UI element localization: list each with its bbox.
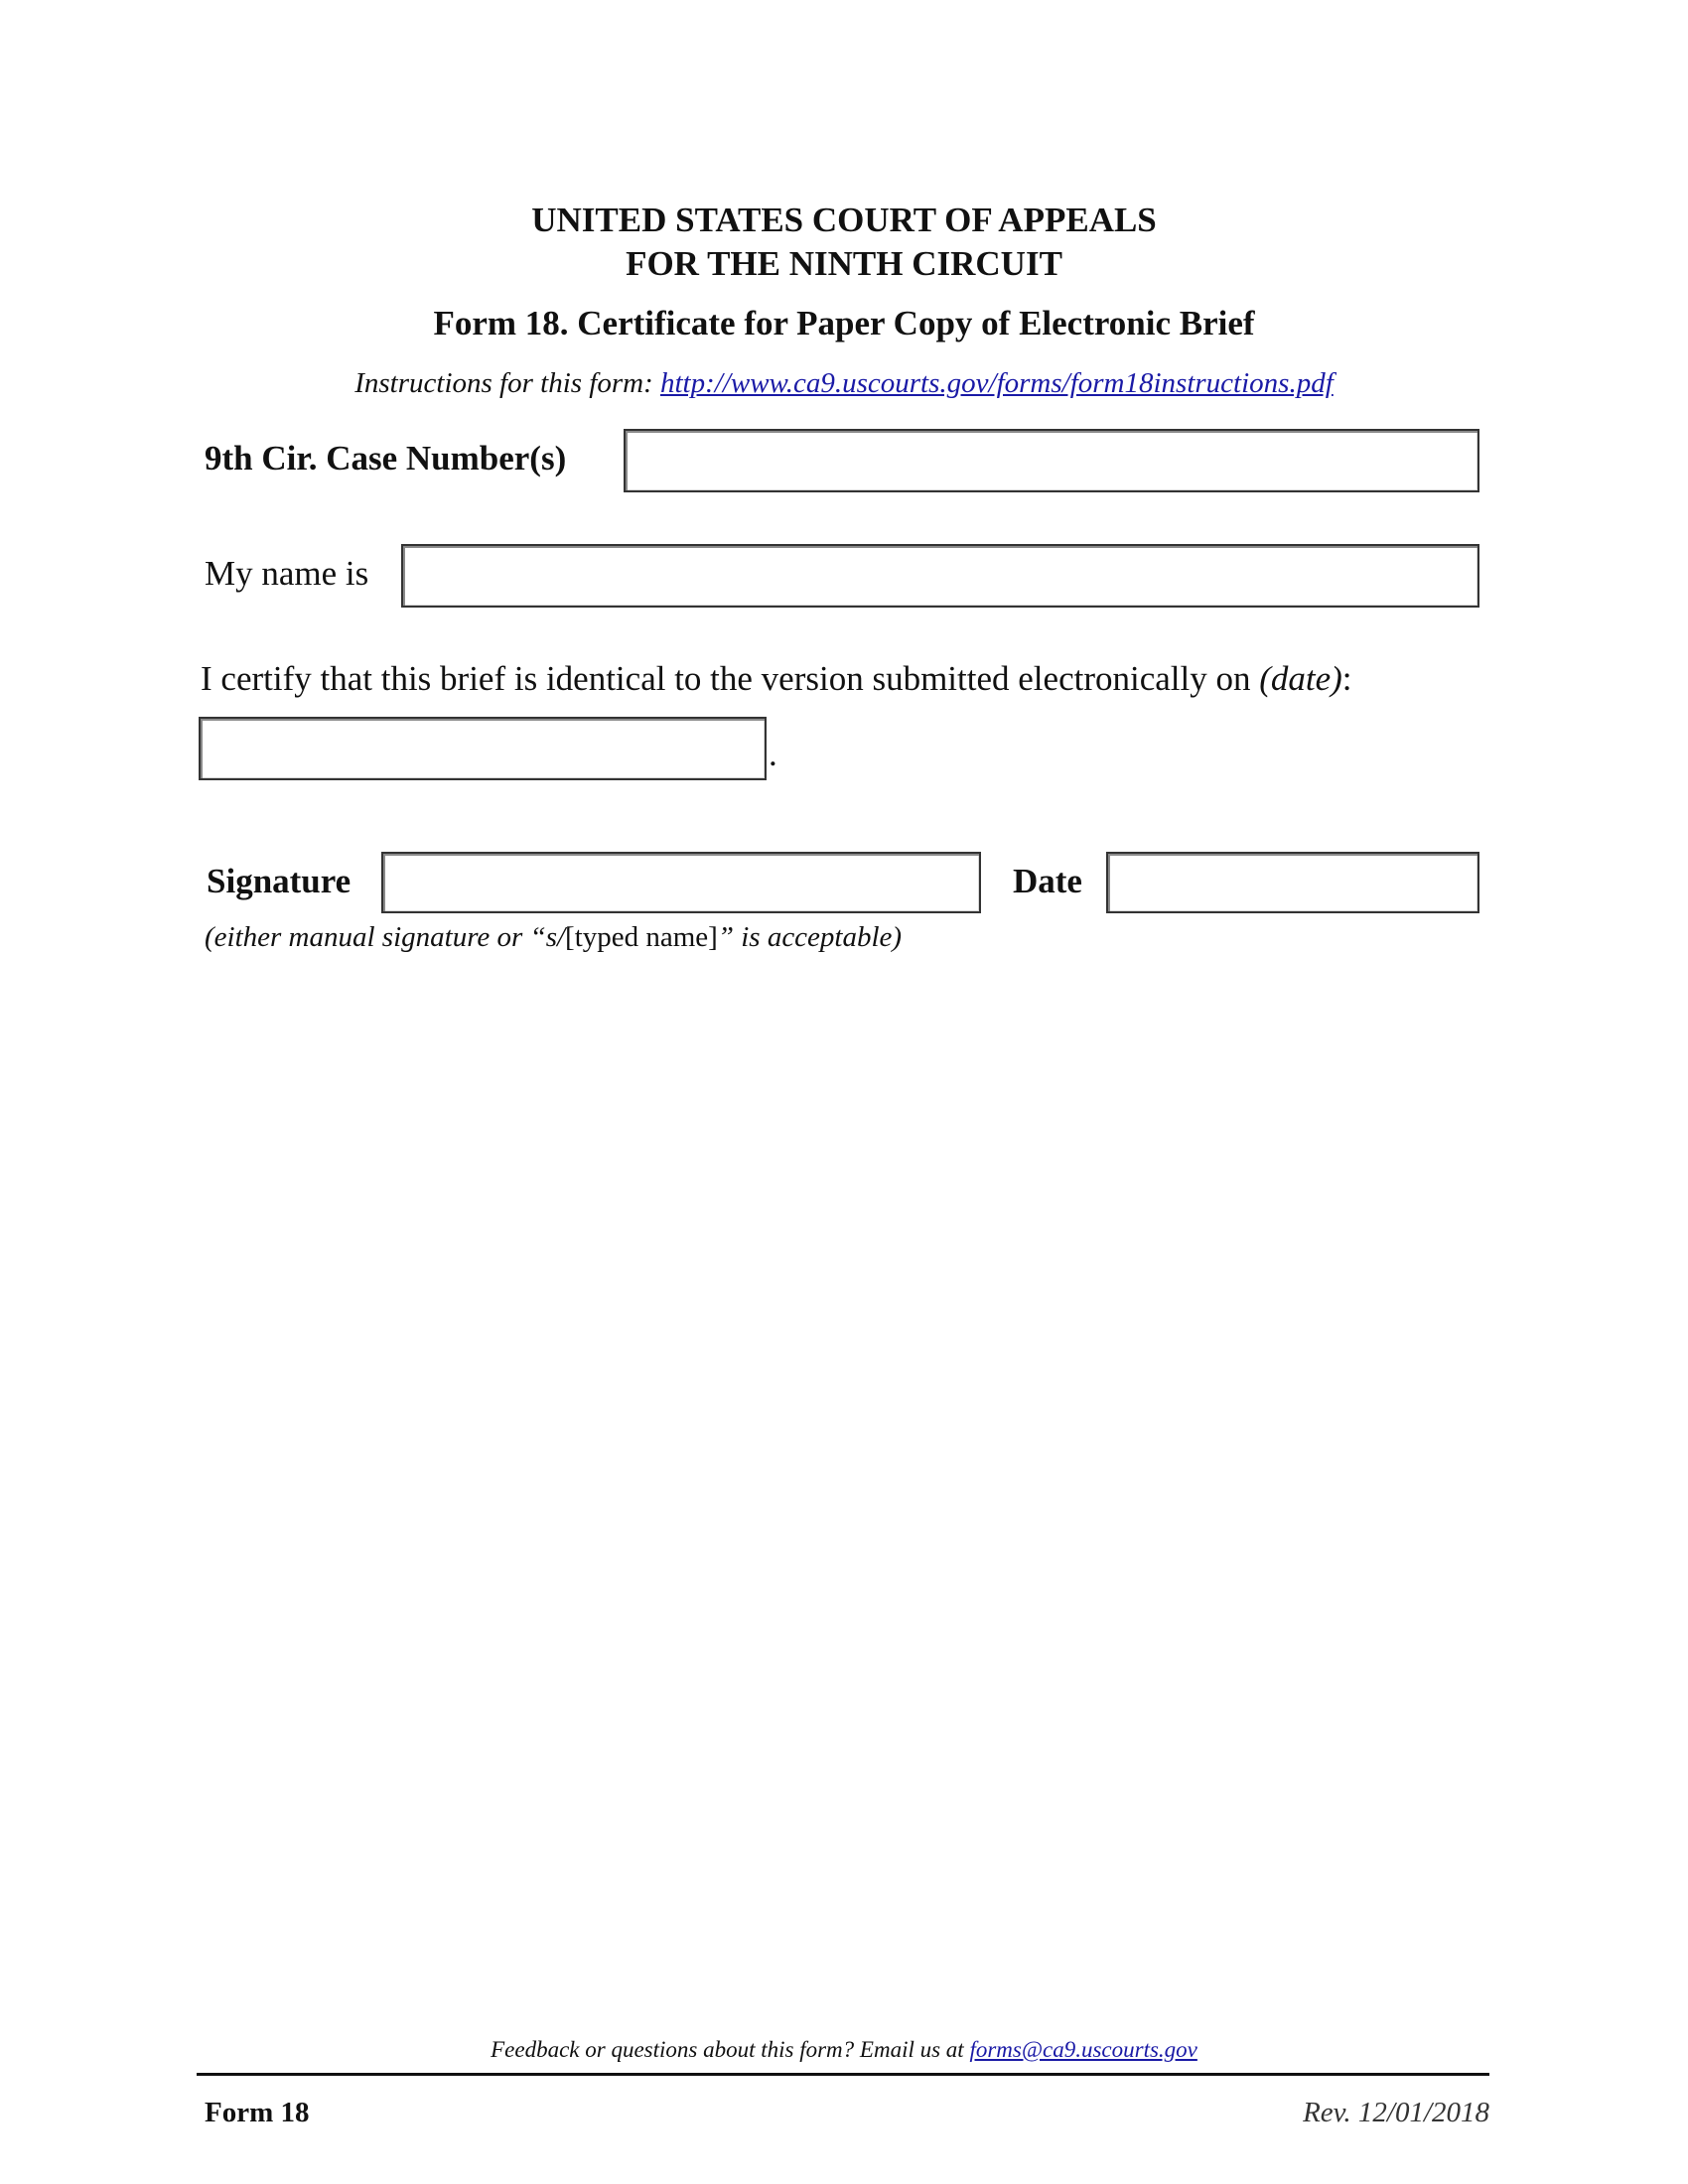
form-title: Form 18. Certificate for Paper Copy of Electronic Brief <box>433 304 1255 342</box>
case-number-input[interactable] <box>624 429 1479 492</box>
instructions-prefix: Instructions for this form: <box>354 367 660 399</box>
signature-note-part2: [typed name] <box>565 921 718 953</box>
certify-period: . <box>769 735 777 773</box>
certify-colon: : <box>1341 659 1352 698</box>
court-name-line2: FOR THE NINTH CIRCUIT <box>626 244 1062 283</box>
signature-input[interactable] <box>381 852 981 913</box>
date-input[interactable] <box>1106 852 1479 913</box>
instructions-line <box>0 367 1688 400</box>
certify-date-hint: (date) <box>1259 659 1342 698</box>
court-name <box>0 199 1688 286</box>
name-label: My name is <box>205 554 369 593</box>
submission-date-input[interactable] <box>199 717 767 780</box>
footer-divider <box>197 2073 1489 2076</box>
feedback-line <box>0 2037 1688 2063</box>
court-name-line1: UNITED STATES COURT OF APPEALS <box>531 201 1157 239</box>
feedback-email-link[interactable]: forms@ca9.uscourts.gov <box>969 2037 1197 2062</box>
date-label: Date <box>1013 862 1082 900</box>
footer-revision: Rev. 12/01/2018 <box>1303 2097 1489 2128</box>
signature-label: Signature <box>207 862 352 900</box>
signature-note-part1: (either manual signature or “s/ <box>205 921 566 953</box>
feedback-prefix: Feedback or questions about this form? Email us at <box>491 2037 970 2062</box>
instructions-link[interactable]: http://www.ca9.uscourts.gov/forms/form18instructions.pdf <box>659 367 1334 399</box>
certify-text: I certify that this brief is identical to the version submitted electronically on <box>201 659 1260 698</box>
signature-note <box>205 921 902 954</box>
case-number-label: 9th Cir. Case Number(s) <box>205 439 567 478</box>
name-input[interactable] <box>401 544 1479 608</box>
signature-note-part3: ” is acceptable) <box>717 921 903 953</box>
footer-form-label: Form 18 <box>205 2097 310 2128</box>
certify-statement <box>201 659 1352 699</box>
